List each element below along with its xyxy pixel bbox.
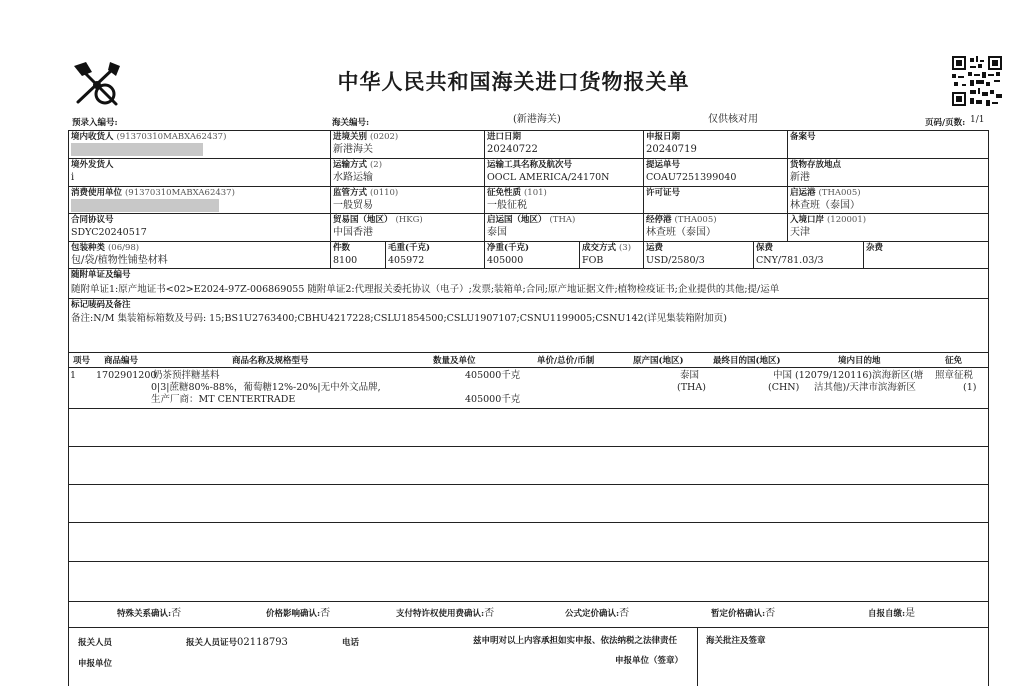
provisional-price-confirm: 暂定价格确认:否: [711, 608, 776, 619]
goods-qty-2: 405000千克: [465, 394, 521, 405]
goods-domestic-1: (12079/120116)滨海新区(塘: [795, 370, 924, 381]
pieces-label: 件数: [333, 243, 351, 253]
goods-origin-2: (THA): [677, 382, 706, 393]
goods-seq: 1: [70, 370, 77, 381]
internal-use-note: 仅供核对用: [708, 114, 758, 125]
bl-value: COAU7251399040: [646, 172, 737, 183]
record-label: 备案号: [790, 132, 816, 142]
declare-date-label: 申报日期: [646, 132, 681, 142]
col-qty: 数量及单位: [433, 356, 476, 366]
vessel-label: 运输工具名称及航次号: [487, 160, 573, 170]
user-label: 消费使用单位 (91370310MABXA62437): [71, 188, 235, 198]
package-label: 包装种类 (06/98): [71, 243, 140, 253]
customs-name: (新港海关): [513, 114, 561, 125]
origin-country-label: 启运国（地区） (THA): [487, 215, 576, 225]
goods-name-1: 奶茶预拌糖基料: [153, 370, 220, 381]
docs-value: 随附单证1:原产地证书<02>E2024-97Z-006869055 随附单证2:代理报关委托协议（电子）;发票;装箱单;合同;原产地证据文件;植物检疫证书;企业提供的其他;提/运单: [71, 284, 780, 295]
formula-pricing-confirm: 公式定价确认:否: [565, 608, 630, 619]
goods-dest-2: (CHN): [768, 382, 800, 393]
col-price: 单价/总价/币制: [537, 356, 595, 366]
col-name: 商品名称及规格型号: [232, 356, 309, 366]
consignee-label: 境内收货人 (91370310MABXA62437): [71, 132, 227, 142]
origin-country-value: 泰国: [487, 227, 507, 238]
goods-levy-1: 照章征税: [935, 370, 974, 381]
col-dest: 最终目的国(地区): [713, 356, 781, 366]
import-date-value: 20240722: [487, 144, 538, 155]
net-label: 净重(千克): [487, 243, 530, 253]
package-value: 包/袋/植物性铺垫材料: [71, 255, 168, 266]
goods-origin-1: 泰国: [680, 370, 700, 381]
pieces-value: 8100: [333, 255, 358, 266]
col-seq: 项号: [73, 356, 91, 366]
gross-label: 毛重(千克): [388, 243, 431, 253]
goods-name-2: 0|3|蔗糖80%-88%，葡萄糖12%-20%|无中外文品牌,: [151, 382, 381, 393]
goods-hs: 1702901200: [96, 370, 157, 381]
vessel-value: OOCL AMERICA/24170N: [487, 172, 610, 183]
consignor-label: 境外发货人: [71, 160, 114, 170]
contract-value: SDYC20240517: [71, 227, 147, 238]
trade-country-label: 贸易国（地区） (HKG): [333, 215, 423, 225]
deal-label: 成交方式 (3): [582, 243, 632, 253]
marks-label: 标记唛码及备注: [71, 300, 131, 310]
qr-code-icon: [952, 56, 1002, 106]
goods-domestic-2: 沽其他)/天津市滨海新区: [814, 382, 916, 393]
deal-value: FOB: [582, 255, 604, 266]
consignor-value: i: [71, 172, 75, 183]
gross-value: 405972: [388, 255, 425, 266]
entry-point-value: 天津: [790, 227, 810, 238]
levy-value: 一般征税: [487, 200, 527, 211]
col-origin: 原产国(地区): [633, 356, 684, 366]
net-value: 405000: [487, 255, 524, 266]
page-title: 中华人民共和国海关进口货物报关单: [337, 69, 690, 94]
transit-port-label: 经停港 (THA005): [646, 215, 717, 225]
special-relation-confirm: 特殊关系确认:否: [117, 608, 182, 619]
redacted-block: [71, 143, 203, 156]
departure-port-label: 启运港 (THA005): [790, 188, 861, 198]
customs-no-label: 海关编号:: [332, 118, 370, 128]
col-levy: 征免: [945, 356, 963, 366]
col-hs: 商品编号: [104, 356, 139, 366]
insurance-value: CNY/781.03/3: [756, 255, 824, 266]
royalty-confirm: 支付特许权使用费确认:否: [396, 608, 495, 619]
supervision-label: 监管方式 (0110): [333, 188, 399, 198]
trade-country-value: 中国香港: [333, 227, 373, 238]
unit-seal-label: 申报单位（签章）: [615, 656, 684, 666]
price-impact-confirm: 价格影响确认:否: [266, 608, 331, 619]
levy-label: 征免性质 (101): [487, 188, 547, 198]
legal-statement: 兹申明对以上内容承担如实申报、依法纳税之法律责任: [473, 636, 678, 646]
departure-port-value: 林查班（泰国）: [790, 200, 860, 211]
bl-label: 提运单号: [646, 160, 681, 170]
transit-port-value: 林查班（泰国）: [646, 227, 716, 238]
transport-label: 运输方式 (2): [333, 160, 383, 170]
storage-value: 新港: [790, 172, 810, 183]
declarant-label: 报关人员: [78, 638, 113, 648]
entry-port-value: 新港海关: [333, 144, 373, 155]
page-value: 1/1: [970, 115, 985, 125]
storage-label: 货物存放地点: [790, 160, 842, 170]
docs-label: 随附单证及编号: [71, 270, 131, 280]
contract-label: 合同协议号: [71, 215, 114, 225]
license-label: 许可证号: [646, 188, 681, 198]
self-declare-confirm: 自报自缴:是: [868, 608, 916, 619]
freight-label: 运费: [646, 243, 664, 253]
phone-label: 电话: [342, 638, 360, 648]
goods-qty-1: 405000千克: [465, 370, 521, 381]
import-date-label: 进口日期: [487, 132, 522, 142]
redacted-block: [71, 199, 219, 212]
goods-name-3: 生产厂商：MT CENTERTRADE: [151, 394, 296, 405]
goods-dest-1: 中国: [773, 370, 793, 381]
declare-date-value: 20240719: [646, 144, 697, 155]
freight-value: USD/2580/3: [646, 255, 705, 266]
marks-value: 备注:N/M 集装箱标箱数及号码: 15;BS1U2763400;CBHU4217228;CSLU1854500;CSLU1907107;CSNU1199005;CSNU142(详见集装箱附加页): [71, 313, 727, 324]
pre-entry-label: 预录入编号:: [72, 118, 118, 128]
entry-point-label: 入境口岸 (120001): [790, 215, 867, 225]
col-domestic: 境内目的地: [838, 356, 881, 366]
insurance-label: 保费: [756, 243, 774, 253]
page-label: 页码/页数:: [925, 118, 966, 128]
supervision-value: 一般贸易: [333, 200, 373, 211]
transport-value: 水路运输: [333, 172, 373, 183]
declaring-unit-label: 申报单位: [78, 659, 113, 669]
misc-label: 杂费: [866, 243, 884, 253]
cert-label: 报关人员证号02118793: [186, 637, 288, 648]
entry-port-label: 进境关别 (0202): [333, 132, 399, 142]
goods-levy-2: (1): [963, 382, 977, 393]
customs-note-label: 海关批注及签章: [706, 636, 766, 646]
